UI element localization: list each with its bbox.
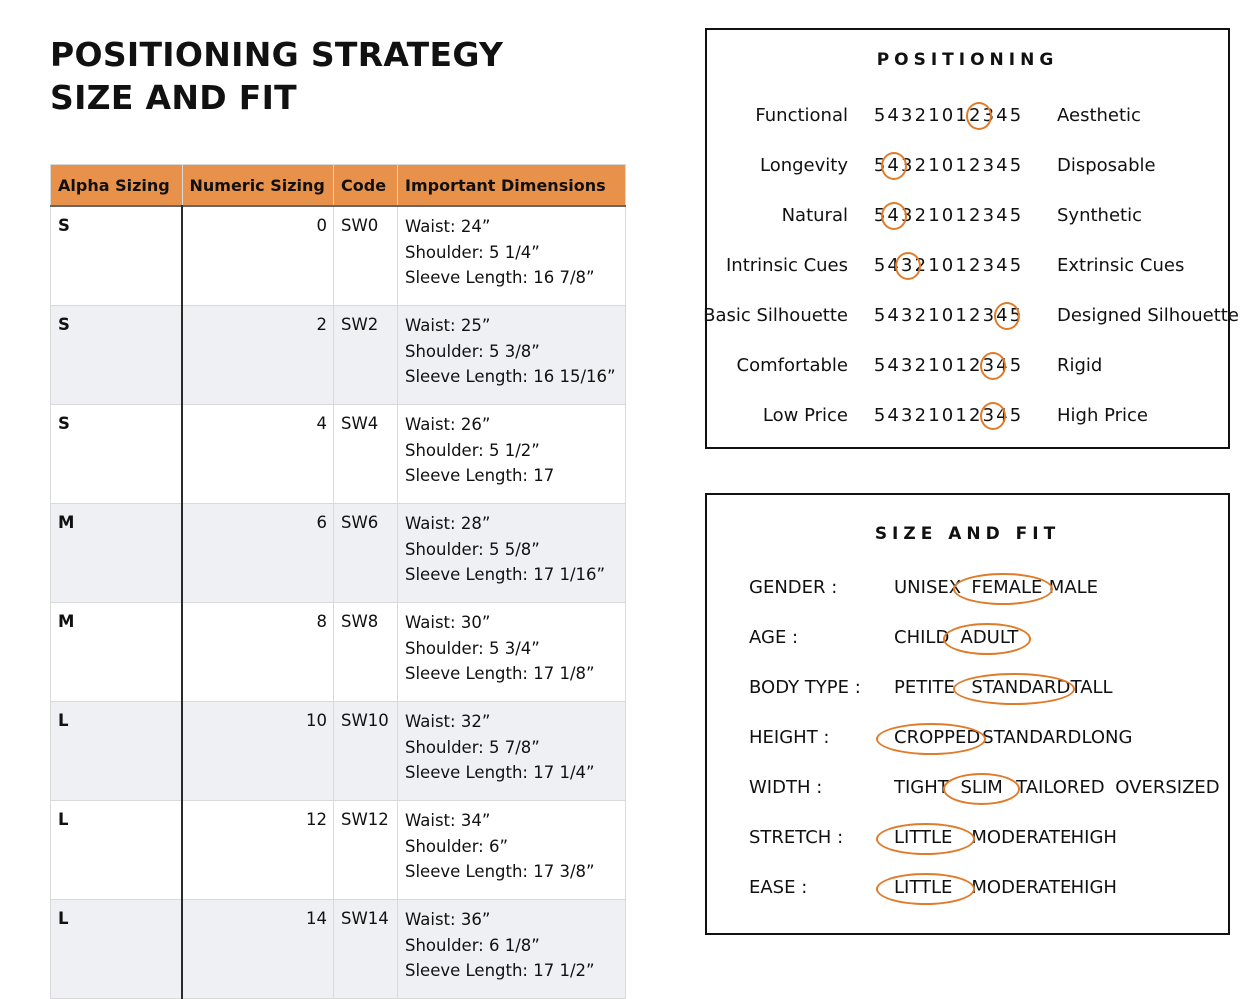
positioning-row bbox=[707, 105, 1228, 133]
size-fit-option: CHILD bbox=[894, 627, 950, 648]
positioning-right-label: High Price bbox=[1057, 405, 1149, 426]
scale-digit: 4 bbox=[996, 205, 1009, 226]
selected-option-oval bbox=[953, 673, 1074, 705]
selected-value-circle bbox=[980, 352, 1006, 380]
dimension-waist: Waist: 30” bbox=[405, 613, 491, 632]
selected-option-oval bbox=[876, 873, 975, 905]
scale-digit: 1 bbox=[928, 355, 941, 376]
cell-code: SW14 bbox=[334, 900, 398, 999]
size-fit-option: FEMALE bbox=[971, 577, 1043, 598]
size-fit-option: HIGH bbox=[1070, 877, 1117, 898]
dimension-sleeve-length: Sleeve Length: 17 1/16” bbox=[405, 565, 606, 584]
cell-alpha-sizing: S bbox=[51, 206, 183, 306]
size-fit-row bbox=[707, 877, 1228, 907]
dimension-sleeve-length: Sleeve Length: 17 bbox=[405, 466, 555, 485]
scale-digit: 5 bbox=[1009, 355, 1022, 376]
scale-digit: 2 bbox=[968, 305, 981, 326]
positioning-row bbox=[703, 305, 1239, 333]
scale-digit: 3 bbox=[982, 255, 995, 276]
positioning-left-label: Basic Silhouette bbox=[703, 305, 848, 326]
cell-code: SW12 bbox=[334, 801, 398, 900]
size-fit-row bbox=[707, 577, 1228, 607]
scale-digit: 2 bbox=[914, 405, 927, 426]
size-fit-option: TAILORED bbox=[1016, 777, 1105, 798]
size-fit-label: EASE : bbox=[749, 877, 808, 898]
size-fit-option: TIGHT bbox=[894, 777, 949, 798]
size-fit-label: STRETCH : bbox=[749, 827, 844, 848]
cell-numeric-sizing: 4 bbox=[182, 405, 334, 504]
dimension-waist: Waist: 24” bbox=[405, 217, 491, 236]
dimension-sleeve-length: Sleeve Length: 16 7/8” bbox=[405, 268, 595, 287]
scale-digit: 1 bbox=[928, 105, 941, 126]
scale-digit: 0 bbox=[941, 205, 954, 226]
page-title-line-1: POSITIONING STRATEGY bbox=[50, 35, 504, 74]
dimension-shoulder: Shoulder: 5 5/8” bbox=[405, 539, 540, 559]
cell-code: SW10 bbox=[334, 702, 398, 801]
scale-digit: 1 bbox=[928, 405, 941, 426]
scale-digit: 1 bbox=[928, 255, 941, 276]
scale-digit: 1 bbox=[955, 355, 968, 376]
size-fit-label: GENDER : bbox=[749, 577, 838, 598]
size-fit-option: LITTLE bbox=[894, 877, 953, 898]
scale-digit: 5 bbox=[873, 205, 886, 226]
dimension-shoulder: Shoulder: 5 3/8” bbox=[405, 341, 540, 361]
page-title-line-2: SIZE AND FIT bbox=[50, 78, 297, 117]
size-fit-option: STANDARD bbox=[982, 727, 1082, 748]
header-numeric-sizing: Numeric Sizing bbox=[182, 165, 334, 207]
cell-code: SW4 bbox=[334, 405, 398, 504]
cell-important-dimensions bbox=[398, 801, 626, 900]
scale-digit: 5 bbox=[1009, 255, 1022, 276]
scale-digit: 3 bbox=[982, 155, 995, 176]
scale-digit: 5 bbox=[873, 255, 886, 276]
dimension-sleeve-length: Sleeve Length: 17 1/4” bbox=[405, 763, 595, 782]
header-code: Code bbox=[334, 165, 398, 207]
dimension-waist: Waist: 32” bbox=[405, 712, 491, 731]
cell-important-dimensions bbox=[398, 206, 626, 306]
cell-important-dimensions bbox=[398, 504, 626, 603]
size-fit-option: STANDARD bbox=[971, 677, 1071, 698]
scale-digit: 3 bbox=[982, 355, 995, 376]
size-table-body bbox=[51, 206, 626, 999]
positioning-right-label: Rigid bbox=[1057, 355, 1103, 376]
table-header-row bbox=[51, 165, 626, 207]
scale-digit: 2 bbox=[914, 255, 927, 276]
cell-important-dimensions bbox=[398, 405, 626, 504]
positioning-right-label: Synthetic bbox=[1057, 205, 1142, 226]
size-fit-label: BODY TYPE : bbox=[749, 677, 861, 698]
cell-alpha-sizing: L bbox=[51, 801, 183, 900]
cell-numeric-sizing: 12 bbox=[182, 801, 334, 900]
cell-code: SW8 bbox=[334, 603, 398, 702]
cell-alpha-sizing: L bbox=[51, 702, 183, 801]
positioning-right-label: Aesthetic bbox=[1057, 105, 1141, 126]
scale-digit: 5 bbox=[1009, 155, 1022, 176]
scale-digit: 1 bbox=[928, 305, 941, 326]
positioning-panel bbox=[703, 28, 1239, 449]
cell-alpha-sizing: S bbox=[51, 405, 183, 504]
size-fit-option: OVERSIZED bbox=[1115, 777, 1220, 798]
selected-option-oval bbox=[943, 623, 1032, 655]
scale-digit: 0 bbox=[941, 155, 954, 176]
scale-digit: 5 bbox=[873, 405, 886, 426]
dimension-sleeve-length: Sleeve Length: 17 3/8” bbox=[405, 862, 595, 881]
dimension-shoulder: Shoulder: 5 1/4” bbox=[405, 242, 540, 262]
scale-digit: 3 bbox=[982, 105, 995, 126]
dimension-sleeve-length: Sleeve Length: 17 1/8” bbox=[405, 664, 595, 683]
cell-alpha-sizing: L bbox=[51, 900, 183, 999]
scale-digit: 0 bbox=[941, 105, 954, 126]
size-fit-option: UNISEX bbox=[894, 577, 962, 598]
cell-code: SW6 bbox=[334, 504, 398, 603]
size-fit-option: LITTLE bbox=[894, 827, 953, 848]
selected-option-oval bbox=[953, 573, 1052, 605]
selected-value-circle bbox=[881, 202, 907, 230]
scale-digit: 1 bbox=[928, 155, 941, 176]
positioning-left-label: Intrinsic Cues bbox=[725, 255, 848, 276]
size-fit-label: HEIGHT : bbox=[749, 727, 830, 748]
scale-digit: 1 bbox=[955, 305, 968, 326]
scale-digit: 3 bbox=[901, 105, 913, 126]
dimension-waist: Waist: 25” bbox=[405, 316, 491, 335]
selected-option-oval bbox=[876, 823, 975, 855]
size-fit-option: ADULT bbox=[960, 627, 1019, 648]
positioning-row bbox=[707, 255, 1228, 283]
scale-digit: 3 bbox=[982, 205, 995, 226]
scale-digit: 0 bbox=[941, 255, 954, 276]
scale-digit: 4 bbox=[887, 255, 900, 276]
size-table bbox=[50, 164, 626, 999]
selected-value-circle bbox=[980, 402, 1006, 430]
size-fit-option: MODERATE bbox=[971, 827, 1072, 848]
size-fit-option: PETITE bbox=[894, 677, 955, 698]
scale-digit: 4 bbox=[996, 355, 1009, 376]
positioning-row bbox=[707, 155, 1228, 183]
size-fit-option: SLIM bbox=[960, 777, 1003, 798]
scale-digit: 2 bbox=[968, 355, 981, 376]
scale-digit: 5 bbox=[873, 155, 886, 176]
table-row bbox=[51, 405, 626, 504]
size-fit-option: CROPPED bbox=[894, 727, 981, 748]
header-alpha-sizing: Alpha Sizing bbox=[51, 165, 183, 207]
size-fit-title: SIZE AND FIT bbox=[874, 524, 1061, 544]
size-fit-option: HIGH bbox=[1070, 827, 1117, 848]
table-row bbox=[51, 306, 626, 405]
size-fit-option: LONG bbox=[1081, 727, 1133, 748]
scale-digit: 1 bbox=[955, 255, 968, 276]
scale-digit: 3 bbox=[982, 305, 995, 326]
scale-digit: 4 bbox=[996, 255, 1009, 276]
scale-digit: 4 bbox=[996, 405, 1009, 426]
size-fit-row bbox=[707, 627, 1228, 657]
dimension-shoulder: Shoulder: 6” bbox=[405, 836, 509, 856]
scale-digit: 3 bbox=[901, 305, 913, 326]
scale-digit: 1 bbox=[955, 405, 968, 426]
selected-value-circle bbox=[994, 302, 1020, 330]
scale-digit: 5 bbox=[873, 355, 886, 376]
scale-digit: 1 bbox=[928, 205, 941, 226]
dimension-sleeve-length: Sleeve Length: 17 1/2” bbox=[405, 961, 595, 980]
positioning-row bbox=[707, 405, 1228, 433]
scale-digit: 3 bbox=[901, 405, 913, 426]
size-fit-row bbox=[707, 827, 1228, 857]
scale-digit: 4 bbox=[887, 405, 900, 426]
size-fit-option: MODERATE bbox=[971, 877, 1072, 898]
size-fit-option: MALE bbox=[1048, 577, 1099, 598]
scale-digit: 0 bbox=[941, 405, 954, 426]
scale-digit: 2 bbox=[968, 155, 981, 176]
positioning-left-label: Functional bbox=[755, 105, 848, 126]
table-row bbox=[51, 603, 626, 702]
header-important-dimensions: Important Dimensions bbox=[398, 165, 626, 207]
cell-important-dimensions bbox=[398, 603, 626, 702]
scale-digit: 2 bbox=[914, 105, 927, 126]
table-row bbox=[51, 900, 626, 999]
scale-digit: 1 bbox=[955, 155, 968, 176]
scale-digit: 0 bbox=[941, 355, 954, 376]
scale-digit: 4 bbox=[887, 205, 900, 226]
scale-digit: 2 bbox=[914, 205, 927, 226]
cell-alpha-sizing: S bbox=[51, 306, 183, 405]
scale-digit: 4 bbox=[996, 105, 1009, 126]
scale-digit: 2 bbox=[968, 105, 981, 126]
scale-digit: 2 bbox=[914, 355, 927, 376]
size-fit-panel bbox=[705, 493, 1230, 935]
cell-numeric-sizing: 8 bbox=[182, 603, 334, 702]
cell-alpha-sizing: M bbox=[51, 603, 183, 702]
scale-digit: 5 bbox=[1009, 405, 1022, 426]
scale-digit: 2 bbox=[968, 205, 981, 226]
scale-digit: 4 bbox=[887, 105, 900, 126]
selected-value-circle bbox=[895, 252, 921, 280]
dimension-waist: Waist: 34” bbox=[405, 811, 491, 830]
cell-important-dimensions bbox=[398, 900, 626, 999]
positioning-left-label: Longevity bbox=[760, 155, 848, 176]
scale-digit: 5 bbox=[1009, 305, 1022, 326]
positioning-left-label: Comfortable bbox=[736, 355, 848, 376]
scale-digit: 1 bbox=[955, 205, 968, 226]
cell-numeric-sizing: 2 bbox=[182, 306, 334, 405]
selected-value-circle bbox=[881, 152, 907, 180]
selected-value-circle bbox=[966, 102, 992, 130]
scale-digit: 3 bbox=[901, 205, 913, 226]
size-fit-label: AGE : bbox=[749, 627, 799, 648]
dimension-sleeve-length: Sleeve Length: 16 15/16” bbox=[405, 367, 616, 386]
scale-digit: 4 bbox=[887, 355, 900, 376]
selected-option-oval bbox=[943, 773, 1021, 805]
positioning-left-label: Natural bbox=[781, 205, 848, 226]
cell-code: SW2 bbox=[334, 306, 398, 405]
scale-digit: 3 bbox=[901, 155, 913, 176]
scale-digit: 3 bbox=[901, 255, 913, 276]
dimension-shoulder: Shoulder: 5 7/8” bbox=[405, 737, 540, 757]
positioning-scale bbox=[873, 105, 1023, 126]
dimension-shoulder: Shoulder: 6 1/8” bbox=[405, 935, 540, 955]
cell-numeric-sizing: 0 bbox=[182, 206, 334, 306]
dimension-waist: Waist: 36” bbox=[405, 910, 491, 929]
scale-digit: 2 bbox=[968, 405, 981, 426]
cell-alpha-sizing: M bbox=[51, 504, 183, 603]
positioning-right-label: Designed Silhouette bbox=[1057, 305, 1239, 326]
scale-digit: 4 bbox=[996, 155, 1009, 176]
positioning-left-label: Low Price bbox=[762, 405, 848, 426]
cell-important-dimensions bbox=[398, 306, 626, 405]
scale-digit: 1 bbox=[955, 105, 968, 126]
cell-code: SW0 bbox=[334, 206, 398, 306]
table-row bbox=[51, 504, 626, 603]
scale-digit: 5 bbox=[873, 105, 886, 126]
scale-digit: 2 bbox=[968, 255, 981, 276]
scale-digit: 4 bbox=[996, 305, 1009, 326]
positioning-row bbox=[707, 205, 1228, 233]
positioning-right-label: Extrinsic Cues bbox=[1057, 255, 1185, 276]
scale-digit: 3 bbox=[982, 405, 995, 426]
scale-digit: 2 bbox=[914, 155, 927, 176]
table-row bbox=[51, 206, 626, 306]
scale-digit: 5 bbox=[1009, 105, 1022, 126]
scale-digit: 3 bbox=[901, 355, 913, 376]
cell-important-dimensions bbox=[398, 702, 626, 801]
dimension-shoulder: Shoulder: 5 1/2” bbox=[405, 440, 540, 460]
size-fit-label: WIDTH : bbox=[749, 777, 823, 798]
cell-numeric-sizing: 14 bbox=[182, 900, 334, 999]
cell-numeric-sizing: 6 bbox=[182, 504, 334, 603]
selected-option-oval bbox=[876, 723, 986, 755]
dimension-waist: Waist: 28” bbox=[405, 514, 491, 533]
page-title bbox=[50, 33, 503, 119]
scale-digit: 5 bbox=[1009, 205, 1022, 226]
table-row bbox=[51, 702, 626, 801]
positioning-title: POSITIONING bbox=[876, 50, 1059, 70]
scale-digit: 4 bbox=[887, 155, 900, 176]
positioning-right-label: Disposable bbox=[1057, 155, 1156, 176]
scale-digit: 5 bbox=[873, 305, 886, 326]
dimension-waist: Waist: 26” bbox=[405, 415, 491, 434]
scale-digit: 4 bbox=[887, 305, 900, 326]
cell-numeric-sizing: 10 bbox=[182, 702, 334, 801]
scale-digit: 0 bbox=[941, 305, 954, 326]
size-fit-row bbox=[707, 777, 1228, 807]
size-fit-row bbox=[707, 727, 1228, 757]
dimension-shoulder: Shoulder: 5 3/4” bbox=[405, 638, 540, 658]
size-fit-row bbox=[707, 677, 1228, 707]
size-fit-option: TALL bbox=[1070, 677, 1113, 698]
scale-digit: 2 bbox=[914, 305, 927, 326]
positioning-row bbox=[707, 355, 1228, 383]
table-row bbox=[51, 801, 626, 900]
